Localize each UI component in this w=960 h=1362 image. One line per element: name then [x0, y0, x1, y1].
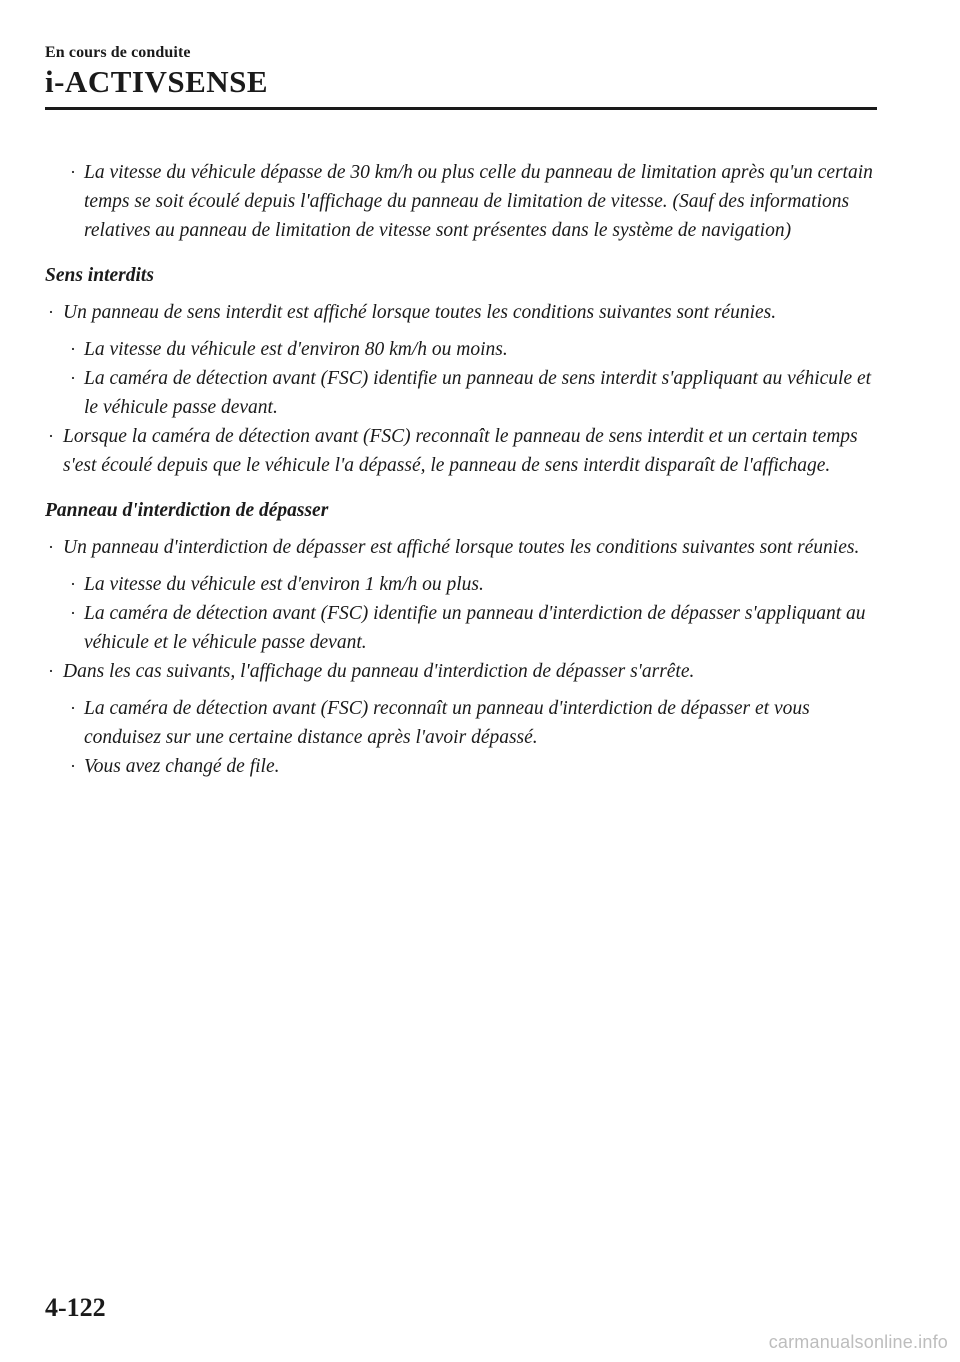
- bullet-icon: ·: [70, 756, 76, 776]
- list-item-text: Vous avez changé de file.: [84, 756, 280, 777]
- list-item: [45, 158, 875, 245]
- page-number: 4-122: [45, 1293, 106, 1322]
- bullet-icon: ·: [48, 426, 54, 446]
- list-item-text: La vitesse du véhicule dépasse de 30 km/h ou plus celle du panneau de limitation après qu'un certain temps se soit écoulé depuis l'affichage du panneau de limitation de vitesse. (Sauf des informations relatives au panneau de limitation de vitesse sont présentes dans le système de navigation): [84, 162, 873, 241]
- list-item-text: La caméra de détection avant (FSC) reconnaît un panneau d'interdiction de dépasser et vous conduisez sur une certaine distance après l'avoir dépassé.: [84, 698, 810, 748]
- bullet-icon: ·: [70, 698, 76, 718]
- list-item: [45, 657, 875, 686]
- list-item-text: Dans les cas suivants, l'affichage du panneau d'interdiction de dépasser s'arrête.: [63, 661, 695, 682]
- list-item-text: La vitesse du véhicule est d'environ 80 km/h ou moins.: [84, 339, 508, 360]
- list-item: [45, 298, 875, 327]
- bullet-icon: ·: [48, 661, 54, 681]
- list-item: [45, 570, 875, 599]
- list-item: [45, 599, 875, 657]
- list-item-text: Un panneau d'interdiction de dépasser est affiché lorsque toutes les conditions suivantes sont réunies.: [63, 537, 860, 558]
- section-heading-interdiction-depasser: Panneau d'interdiction de dépasser: [45, 500, 329, 521]
- bullet-icon: ·: [70, 368, 76, 388]
- bullet-icon: ·: [70, 574, 76, 594]
- list-item: [45, 364, 875, 422]
- chapter-title: i-ACTIVSENSE: [45, 64, 269, 99]
- bullet-icon: ·: [70, 162, 76, 182]
- section-heading-sens-interdits: Sens interdits: [45, 265, 154, 286]
- list-item: [45, 752, 875, 781]
- bullet-icon: ·: [48, 302, 54, 322]
- bullet-icon: ·: [48, 537, 54, 557]
- list-item: [45, 335, 875, 364]
- list-item-text: Un panneau de sens interdit est affiché lorsque toutes les conditions suivantes sont réunies.: [63, 302, 777, 323]
- page-content: [45, 158, 875, 781]
- list-item-text: La caméra de détection avant (FSC) identifie un panneau d'interdiction de dépasser s'appliquant au véhicule et le véhicule passe devant.: [84, 603, 866, 653]
- list-item-text: Lorsque la caméra de détection avant (FSC) reconnaît le panneau de sens interdit et un certain temps s'est écoulé depuis que le véhicule l'a dépassé, le panneau de sens interdit disparaît de l'affichage.: [63, 426, 858, 476]
- header-rule: [45, 107, 877, 110]
- list-item: [45, 422, 875, 480]
- watermark: carmanualsonline.info: [768, 1332, 948, 1352]
- bullet-icon: ·: [70, 339, 76, 359]
- list-item-text: La vitesse du véhicule est d'environ 1 km/h ou plus.: [84, 574, 484, 595]
- section-label: En cours de conduite: [45, 44, 191, 61]
- bullet-icon: ·: [70, 603, 76, 623]
- list-item-text: La caméra de détection avant (FSC) identifie un panneau de sens interdit s'appliquant au véhicule et le véhicule passe devant.: [84, 368, 872, 418]
- list-item: [45, 694, 875, 752]
- list-item: [45, 533, 875, 562]
